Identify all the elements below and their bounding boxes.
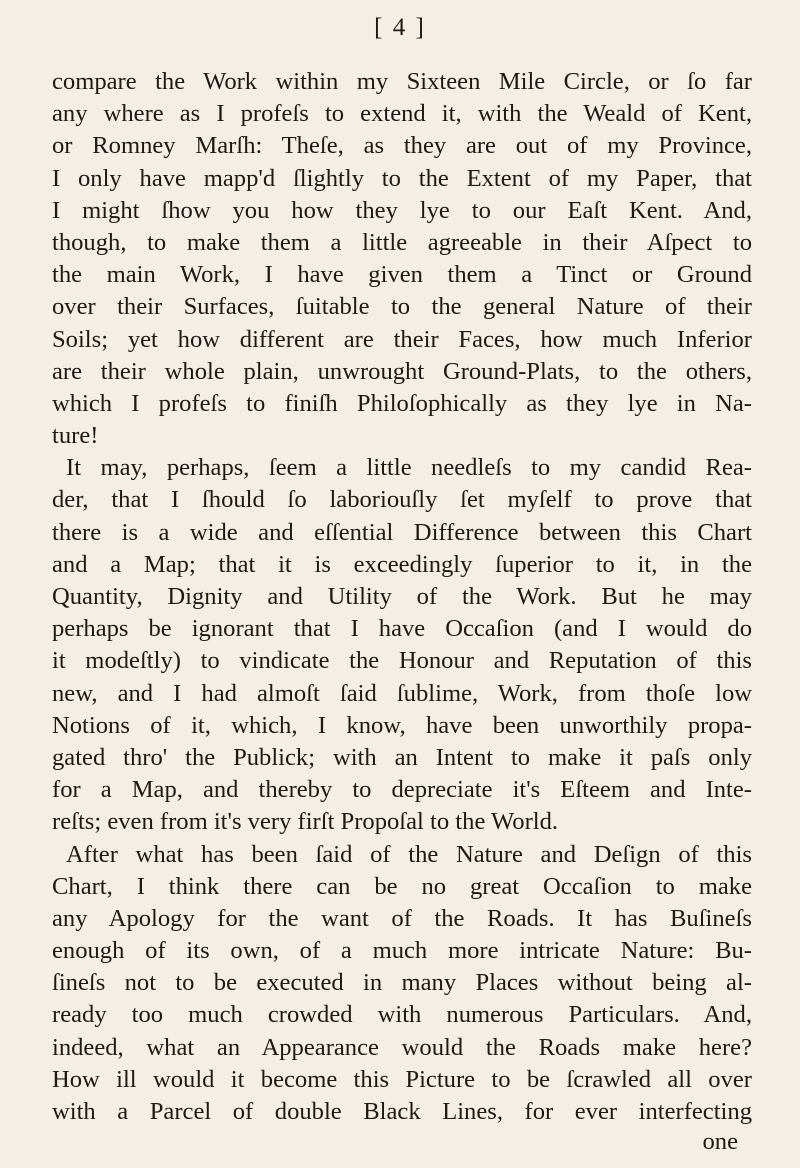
text-line: which I profeſs to finiſh Philoſophically as they lye in Na- [52,389,752,417]
text-line: reſts; even from it's very firſt Propoſal to the World. [52,808,559,836]
text-line: the main Work, I have given them a Tinct or Ground [52,261,752,289]
text-line: perhaps be ignorant that I have Occaſion (and I would do [52,615,752,643]
text-line: It may, perhaps, ſeem a little needleſs to my candid Rea- [66,454,752,482]
text-line: there is a wide and eſſential Difference between this Chart [52,518,752,546]
text-line: How ill would it become this Picture to be ſcrawled all over [52,1065,752,1093]
text-line: and a Map; that it is exceedingly ſuperior to it, in the [52,550,752,578]
catchword: one [702,1128,738,1155]
text-line: gated thro' the Publick; with an Intent to make it paſs only [52,743,752,771]
body-text [52,66,752,1128]
text-line: ſineſs not to be executed in many Places without being al- [52,969,752,997]
text-line: are their whole plain, unwrought Ground-Plats, to the others, [52,357,752,385]
text-line: Quantity, Dignity and Utility of the Work. But he may [52,583,752,610]
text-line: for a Map, and thereby to depreciate it's Eſteem and Inte- [52,776,752,804]
page-number: [ 4 ] [374,14,426,41]
text-line: I only have mapp'd ſlightly to the Extent of my Paper, that [52,164,752,192]
text-line: der, that I ſhould ſo laboriouſly ſet myſelf to prove that [52,486,752,514]
text-line: I might ſhow you how they lye to our Eaſt Kent. And, [52,196,752,224]
text-line: enough of its own, of a much more intricate Nature: Bu- [52,937,752,965]
text-line: or Romney Marſh: Theſe, as they are out of my Province, [52,132,752,160]
text-line: Notions of it, which, I know, have been unworthily propa- [52,711,752,739]
text-line: any where as I profeſs to extend it, with the Weald of Kent, [52,100,752,128]
text-line: any Apology for the want of the Roads. It has Buſineſs [52,904,752,932]
text-line: it modeſtly) to vindicate the Honour and Reputation of this [52,647,752,675]
text-line: ture! [52,422,99,450]
text-line: indeed, what an Appearance would the Roads make here? [52,1033,752,1061]
text-line: compare the Work within my Sixteen Mile Circle, or ſo far [52,68,752,95]
text-line: over their Surfaces, ſuitable to the general Nature of their [52,293,752,321]
text-line: After what has been ſaid of the Nature and Deſign of this [66,840,752,868]
text-line: Soils; yet how different are their Faces, how much Inferior [52,325,752,353]
text-line: new, and I had almoſt ſaid ſublime, Work, from thoſe low [52,679,752,707]
text-line: though, to make them a little agreeable in their Aſpect to [52,228,752,256]
text-line: Chart, I think there can be no great Occaſion to make [52,872,752,900]
text-line: with a Parcel of double Black Lines, for ever interfecting [52,1098,752,1125]
text-line: ready too much crowded with numerous Particulars. And, [52,1001,752,1029]
